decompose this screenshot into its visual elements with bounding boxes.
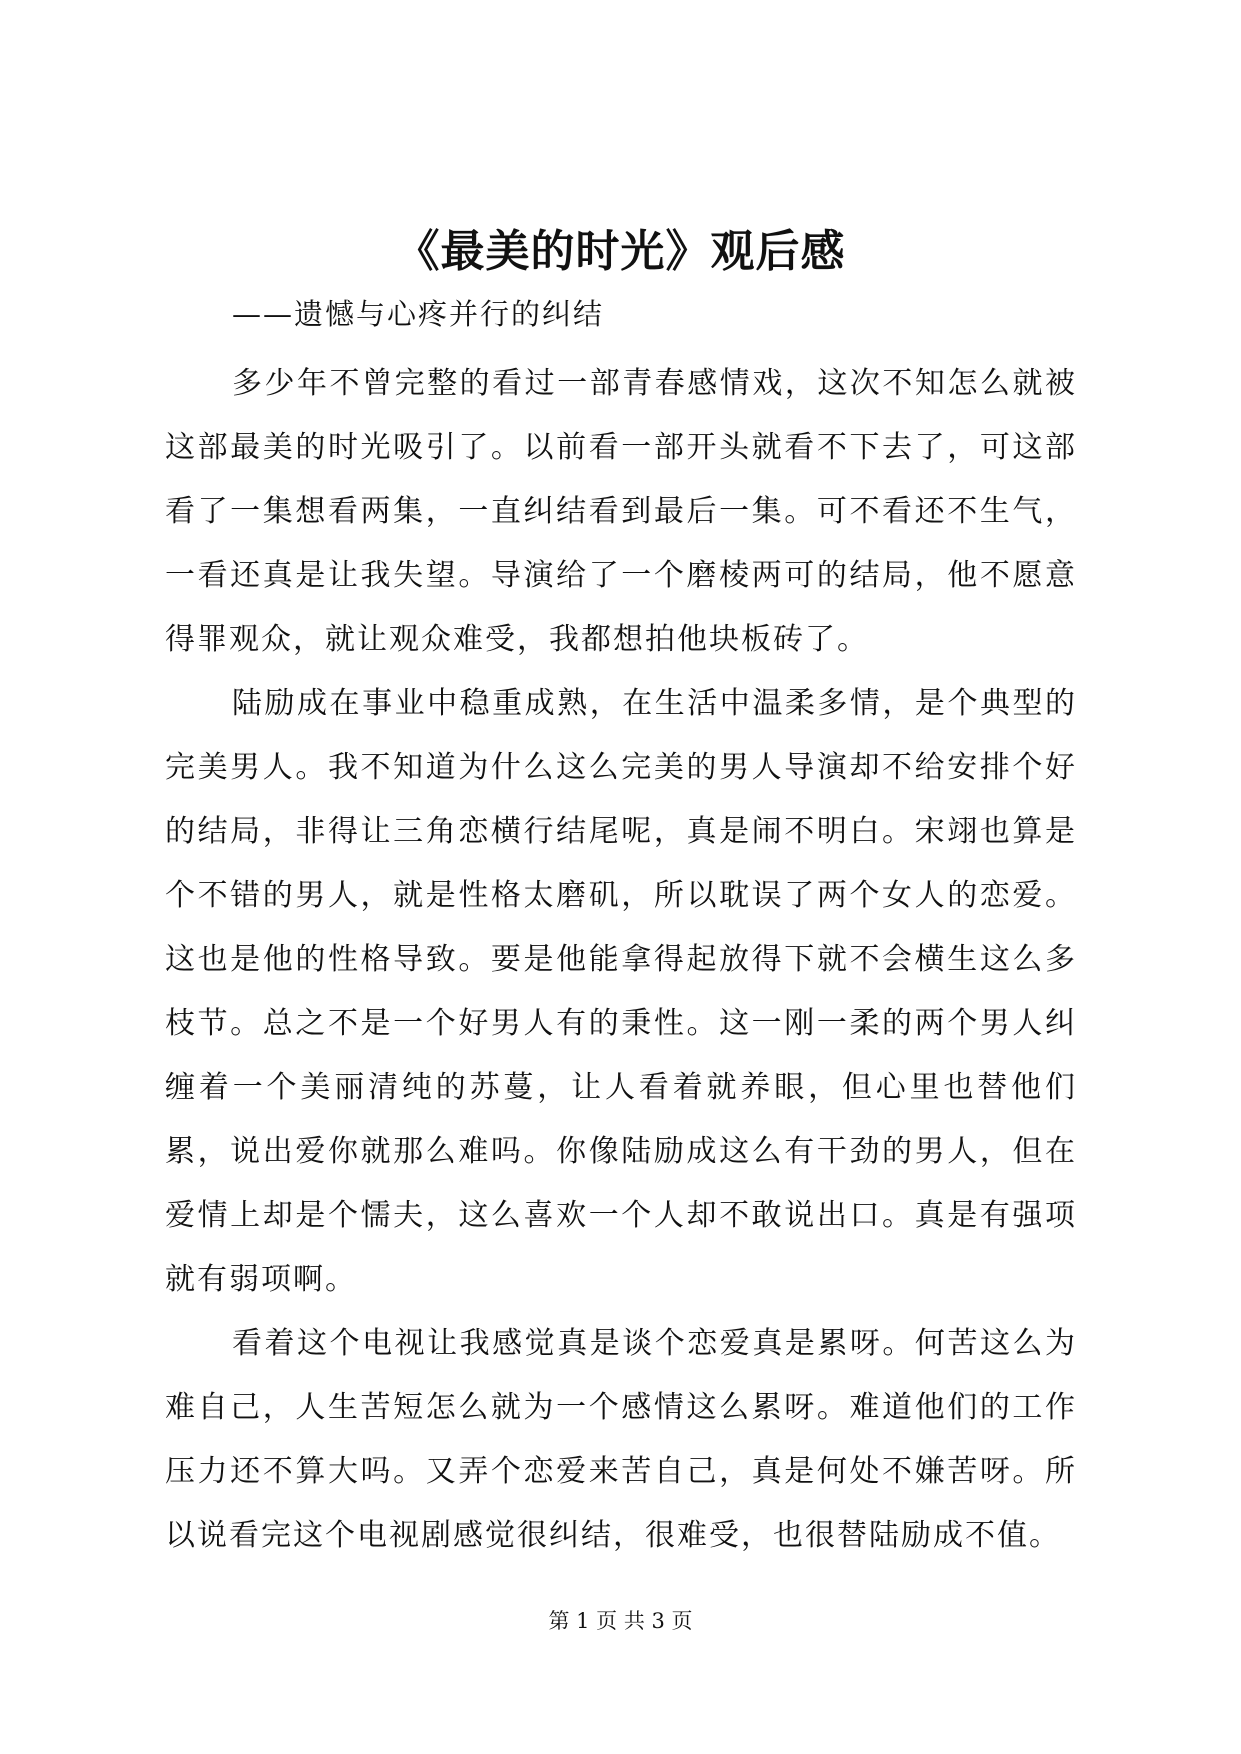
paragraph: 看着这个电视让我感觉真是谈个恋爱真是累呀。何苦这么为难自己，人生苦短怎么就为一个感情这么累呀。难道他们的工作压力还不算大吗。又弄个恋爱来苦自己，真是何处不嫌苦呀。所以说看完这个电视剧感觉很纠结，很难受，也很替陆励成不值。 xyxy=(165,1326,1077,1553)
document-subtitle: ——遗憾与心疼并行的纠结 xyxy=(232,297,605,331)
paragraph: 陆励成在事业中稳重成熟，在生活中温柔多情，是个典型的完美男人。我不知道为什么这么完美的男人导演却不给安排个好的结局，非得让三角恋横行结尾呢，真是闹不明白。宋翊也算是个不错的男人，就是性格太磨矶，所以耽误了两个女人的恋爱。这也是他的性格导致。要是他能拿得起放得下就不会横生这么多枝节。总之不是一个好男人有的秉性。这一刚一柔的两个男人纠缠着一个美丽清纯的苏蔓，让人看着就养眼，但心里也替他们累，说出爱你就那么难吗。你像陆励成这么有干劲的男人，但在爱情上却是个懦夫，这么喜欢一个人却不敢说出口。真是有强项就有弱项啊。 xyxy=(165,686,1077,1297)
document-title: 《最美的时光》观后感 xyxy=(395,226,846,277)
paragraph: 多少年不曾完整的看过一部青春感情戏，这次不知怎么就被这部最美的时光吸引了。以前看一部开头就看不下去了，可这部看了一集想看两集，一直纠结看到最后一集。可不看还不生气，一看还真是让我失望。导演给了一个磨棱两可的结局，他不愿意得罪观众，就让观众难受，我都想拍他块板砖了。 xyxy=(165,366,1077,657)
document-body xyxy=(165,352,1077,1568)
page-footer: 第 1 页 共 3 页 xyxy=(548,1609,693,1633)
